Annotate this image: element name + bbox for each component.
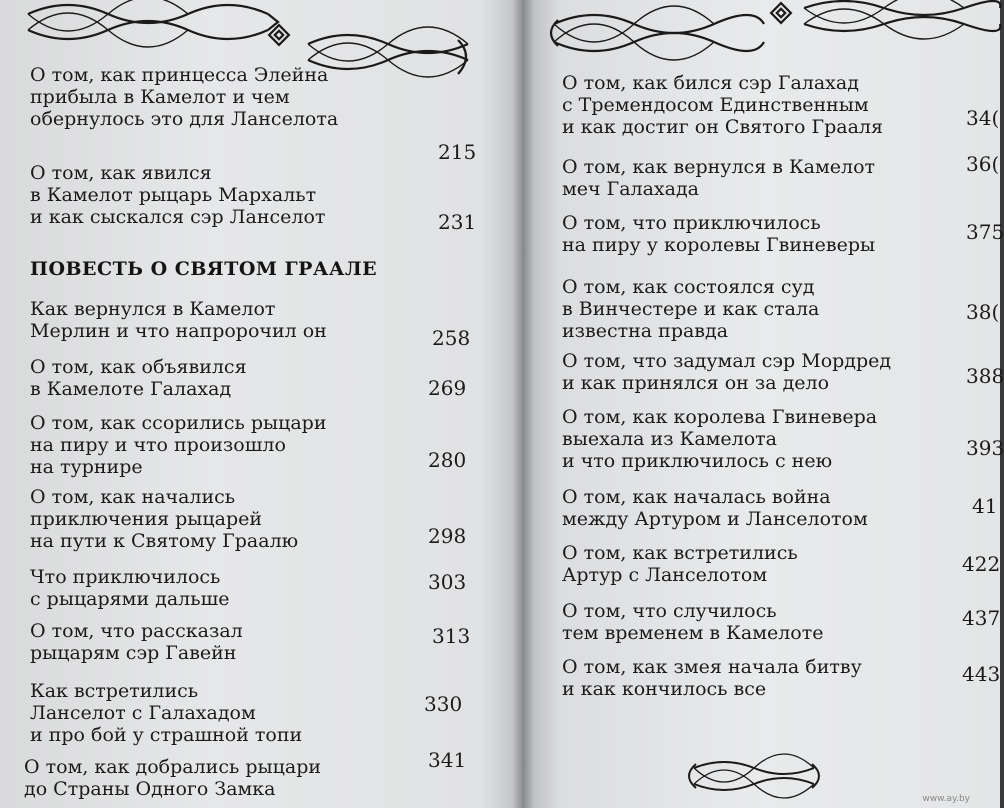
toc-entry-line: Ланселот с Галахадом <box>30 702 256 724</box>
toc-entry-text <box>562 600 823 644</box>
toc-page-number: 41 <box>972 494 998 518</box>
toc-entry-text <box>562 542 798 586</box>
celtic-knot-ornament-top-left <box>28 0 468 72</box>
toc-entry-line: меч Галахада <box>562 178 699 200</box>
toc-entry-line: О том, что случилось <box>562 600 777 622</box>
toc-entry-line: выехала из Камелота <box>562 428 778 450</box>
toc-entry-line: известна правда <box>562 320 729 342</box>
toc-entry-line: в Винчестере и как стала <box>562 298 820 320</box>
toc-entry-line: прибыла в Камелот и чем <box>30 86 290 108</box>
toc-entry-line: О том, как началась война <box>562 486 831 508</box>
toc-entry-line: О том, как принцесса Элейна <box>30 64 329 86</box>
toc-entry-line: на пиру и что произошло <box>30 434 286 456</box>
toc-entry-line: и как сыскался сэр Ланселот <box>30 206 326 228</box>
toc-entry-text <box>562 212 875 256</box>
toc-entry-line: в Камелот рыцарь Мархальт <box>30 184 317 206</box>
toc-page-number: 330 <box>424 692 463 716</box>
toc-entry-line: О том, как состоялся суд <box>562 276 815 298</box>
toc-page-number: 258 <box>432 326 471 350</box>
toc-entry-text <box>562 350 891 394</box>
toc-entry-line: Что приключилось <box>30 566 221 588</box>
toc-entry-line: и что приключилось с нею <box>562 450 833 472</box>
toc-page-number: 34( <box>966 106 1000 130</box>
section-heading: ПОВЕСТЬ О СВЯТОМ ГРААЛЕ <box>30 258 378 280</box>
toc-entry-line: до Страны Одного Замка <box>24 778 276 800</box>
toc-entry-line: тем временем в Камелоте <box>562 622 824 644</box>
toc-entry-line: О том, как змея начала битву <box>562 656 862 678</box>
toc-entry-line: О том, что задумал сэр Мордред <box>562 350 892 372</box>
toc-page-number: 303 <box>428 570 467 594</box>
toc-entry-text <box>562 276 819 342</box>
toc-entry-line: О том, что приключилось <box>562 212 821 234</box>
toc-entry-line: О том, как добрались рыцари <box>24 756 322 778</box>
toc-entry-line: Как встретились <box>30 680 199 702</box>
toc-entry-line: О том, как объявился <box>30 356 247 378</box>
toc-entry-text <box>30 566 230 610</box>
toc-entry-line: Мерлин и что напророчил он <box>30 320 327 342</box>
toc-entry-text <box>30 486 298 552</box>
toc-page-number: 38( <box>966 300 1000 324</box>
toc-page-number: 437 <box>962 606 1001 630</box>
toc-entry-line: и про бой у страшной топи <box>30 724 303 746</box>
toc-entry-line: О том, как начались <box>30 486 236 508</box>
toc-page-number: 313 <box>432 624 471 648</box>
toc-entry-line: и как кончилось все <box>562 678 767 700</box>
toc-entry-line: с Тремендосом Единственным <box>562 94 869 116</box>
toc-entry-line: с рыцарями дальше <box>30 588 230 610</box>
toc-entry-line: О том, как бился сэр Галахад <box>562 72 859 94</box>
toc-entry-line: О том, как вернулся в Камелот <box>562 156 876 178</box>
toc-entry-line: О том, как явился <box>30 162 212 184</box>
toc-entry-text <box>562 656 862 700</box>
toc-entry-text <box>562 486 868 530</box>
toc-entry-text <box>30 64 338 130</box>
toc-entry-text <box>30 412 327 478</box>
watermark: www.ay.by <box>922 794 970 804</box>
toc-entry-line: О том, как ссорились рыцари <box>30 412 327 434</box>
toc-page-number: 422 <box>962 552 1001 576</box>
toc-page-number: 231 <box>438 210 477 234</box>
toc-entry-line: рыцарям сэр Гавейн <box>30 642 237 664</box>
toc-page-number: 388 <box>966 364 1004 388</box>
celtic-knot-ornament-top-right <box>554 0 1000 60</box>
toc-entry-line: на пиру у королевы Гвиневеры <box>562 234 876 256</box>
toc-entry-line: О том, как королева Гвиневера <box>562 406 878 428</box>
celtic-knot-ornament-bottom <box>688 756 820 796</box>
toc-entry-text <box>562 72 883 138</box>
toc-entry-line: обернулось это для Ланселота <box>30 108 339 130</box>
toc-entry-line: на турнире <box>30 456 143 478</box>
toc-entry-line: О том, как встретились <box>562 542 798 564</box>
toc-entry-text <box>30 620 243 664</box>
toc-entry-line: приключения рыцарей <box>30 508 263 530</box>
toc-entry-text <box>30 680 302 746</box>
toc-entry-line: между Артуром и Ланселотом <box>562 508 868 530</box>
toc-entry-line: Артур с Ланселотом <box>562 564 768 586</box>
toc-entry-line: в Камелоте Галахад <box>30 378 232 400</box>
toc-entry-line: и как достиг он Святого Грааля <box>562 116 883 138</box>
toc-page-number: 215 <box>438 140 477 164</box>
toc-page-number: 36( <box>966 152 1000 176</box>
toc-page-number: 341 <box>428 748 467 772</box>
toc-entry-text <box>562 156 875 200</box>
toc-page-number: 393 <box>966 436 1004 460</box>
toc-entry-line: Как вернулся в Камелот <box>30 298 276 320</box>
toc-page-number: 280 <box>428 448 467 472</box>
right-page <box>522 0 1004 808</box>
toc-entry-line: О том, что рассказал <box>30 620 243 642</box>
book-gutter <box>512 0 534 808</box>
toc-entry-text <box>30 162 325 228</box>
toc-page-number: 375 <box>966 220 1004 244</box>
toc-entry-text <box>30 356 247 400</box>
toc-entry-text <box>562 406 877 472</box>
toc-page-number: 269 <box>428 376 467 400</box>
toc-entry-line: и как принялся он за дело <box>562 372 830 394</box>
toc-page-number: 298 <box>428 524 467 548</box>
toc-entry-text <box>24 756 321 800</box>
toc-page-number: 443 <box>962 662 1001 686</box>
toc-entry-text <box>30 298 327 342</box>
toc-entry-line: на пути к Святому Граалю <box>30 530 299 552</box>
